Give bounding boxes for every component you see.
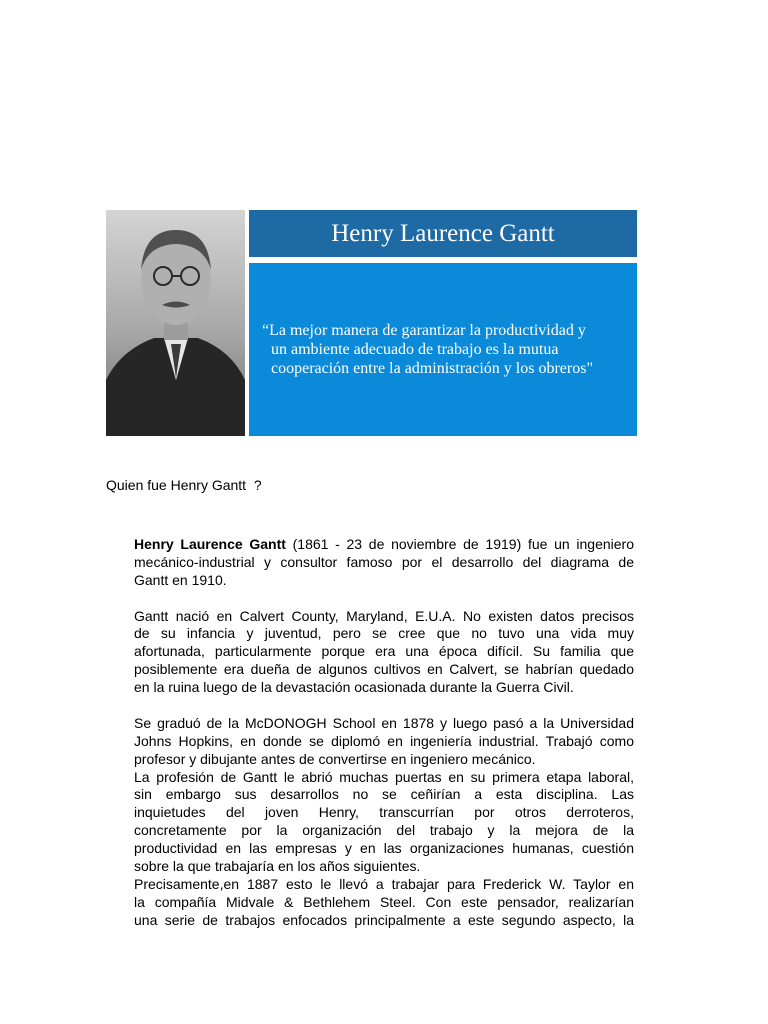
banner-quote [249, 263, 637, 436]
quote-line: un ambiente adecuado de trabajo es la mutua [271, 341, 559, 358]
text-line: Johns Hopkins, en donde se diplomó en ingeniería industrial. Trabajó como [134, 732, 634, 749]
text-line: sobre la que trabajaría en los años siguientes. [134, 858, 421, 875]
quote-line: “La mejor manera de garantizar la productividad y [262, 322, 586, 339]
text-line: de su infancia y juventud, pero se cree que no tuvo una vida muy [134, 625, 634, 642]
header-banner [106, 210, 637, 436]
text-line: profesor y dibujante antes de convertirse en ingeniero mecánico. [134, 750, 536, 767]
text-line: posiblemente era dueña de algunos cultivos en Calvert, se habrían quedado [134, 661, 634, 678]
text-line: Henry Laurence Gantt (1861 - 23 de noviembre de 1919) fue un ingeniero [134, 536, 634, 552]
text-line: Gantt en 1910. [134, 571, 227, 588]
banner-title: Henry Laurence Gantt [249, 210, 637, 257]
quote-line: cooperación entre la administración y los obreros" [271, 360, 593, 377]
section-question: Quien fue Henry Gantt ? [106, 477, 262, 493]
portrait-photo [106, 210, 245, 436]
article-body [134, 536, 634, 930]
text-line: Precisamente,en 1887 esto le llevó a trabajar para Frederick W. Taylor en [134, 875, 634, 892]
text-line: Se graduó de la McDONOGH School en 1878 y luego pasó a la Universidad [134, 714, 634, 731]
text-line: concretamente por la organización del trabajo y la mejora de la [134, 822, 634, 839]
text-line: Gantt nació en Calvert County, Maryland, E.U.A. No existen datos precisos [134, 607, 634, 624]
text-line: una serie de trabajos enfocados principalmente a este segundo aspecto, la [134, 911, 634, 928]
text-line: afortunada, particularmente porque era una época difícil. Su familia que [134, 643, 634, 660]
text-line: productividad en las empresas y en las organizaciones humanas, cuestión [134, 840, 634, 857]
text-line: mecánico-industrial y consultor famoso por el desarrollo del diagrama de [134, 553, 634, 570]
bold-name: Henry Laurence Gantt [134, 536, 286, 552]
text-line: la compañía Midvale & Bethlehem Steel. Con este pensador, realizarían [134, 893, 634, 910]
text-line: La profesión de Gantt le abrió muchas puertas en su primera etapa laboral, [134, 768, 634, 785]
text-line: inquietudes del joven Henry, transcurrían por otros derroteros, [134, 804, 634, 821]
text-line: sin embargo sus desarrollos no se ceñirían a esta disciplina. Las [134, 786, 634, 803]
text-line: en la ruina luego de la devastación ocasionada durante la Guerra Civil. [134, 679, 574, 696]
